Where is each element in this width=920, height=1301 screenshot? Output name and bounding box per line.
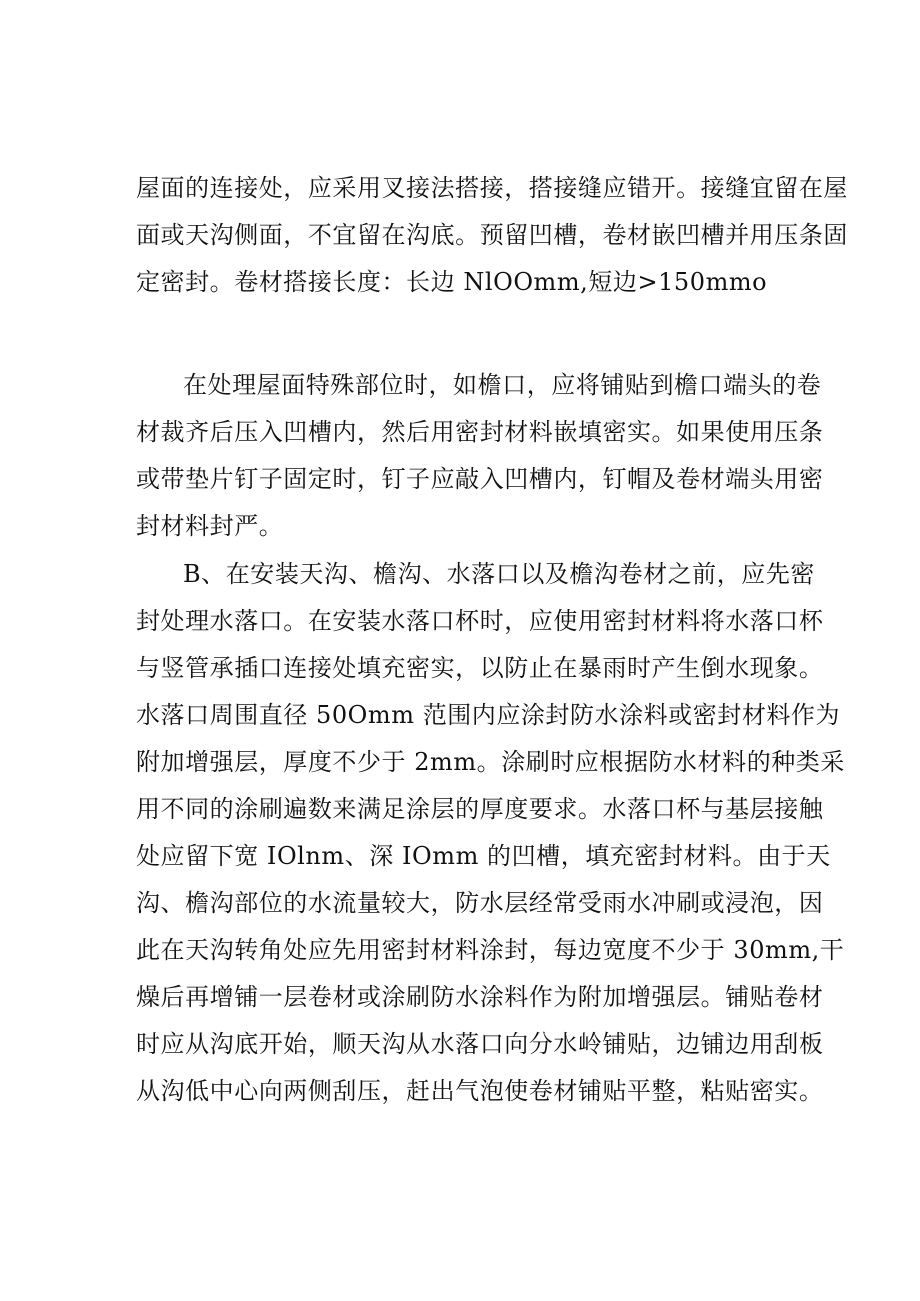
paragraph-2-line-3: 或带垫片钉子固定时，钉子应敲入凹槽内，钉帽及卷材端头用密 [136,465,824,493]
paragraph-1-line-3: 定密封。卷材搭接长度：长边 NlOOmm,短边>150mmo [136,268,768,296]
paragraph-3-line-9: 此在天沟转角处应先用密封材料涂封，每边宽度不少于 30mm,干 [136,936,845,964]
paragraph-2-line-4: 封材料封严。 [136,512,284,540]
paragraph-1-line-1: 屋面的连接处，应采用叉接法搭接，搭接缝应错开。接缝宜留在屋 [136,174,848,202]
paragraph-3-line-6: 用不同的涂刷遍数来满足涂层的厚度要求。水落口杯与基层接触 [136,795,824,823]
paragraph-3-line-2: 封处理水落口。在安装水落口杯时，应使用密封材料将水落口杯 [136,607,824,635]
paragraph-3-line-10: 燥后再增铺一层卷材或涂刷防水涂料作为附加增强层。铺贴卷材 [136,983,824,1011]
paragraph-3-line-5: 附加增强层，厚度不少于 2mm。涂刷时应根据防水材料的种类采 [136,748,845,776]
paragraph-3-line-11: 时应从沟底开始，顺天沟从水落口向分水岭铺贴，边铺边用刮板 [136,1030,824,1058]
paragraph-3-line-12: 从沟低中心向两侧刮压，赶出气泡使卷材铺贴平整，粘贴密实。 [136,1077,824,1105]
paragraph-2-line-1: 在处理屋面特殊部位时，如檐口，应将铺贴到檐口端头的卷 [183,371,822,399]
paragraph-3-line-1: B、在安装天沟、檐沟、水落口以及檐沟卷材之前，应先密 [183,560,815,588]
paragraph-1-line-2: 面或天沟侧面，不宜留在沟底。预留凹槽，卷材嵌凹槽并用压条固 [136,221,848,249]
paragraph-3-line-8: 沟、檐沟部位的水流量较大，防水层经常受雨水冲刷或浸泡，因 [136,889,824,917]
paragraph-3-line-4: 水落口周围直径 50Omm 范围内应涂封防水涂料或密封材料作为 [136,701,841,729]
paragraph-3-line-3: 与竖管承插口连接处填充密实，以防止在暴雨时产生倒水现象。 [136,654,824,682]
paragraph-3-line-7: 处应留下宽 IOlnm、深 IOmm 的凹槽，填充密封材料。由于天 [136,842,831,870]
paragraph-2-line-2: 材裁齐后压入凹槽内，然后用密封材料嵌填密实。如果使用压条 [136,418,824,446]
